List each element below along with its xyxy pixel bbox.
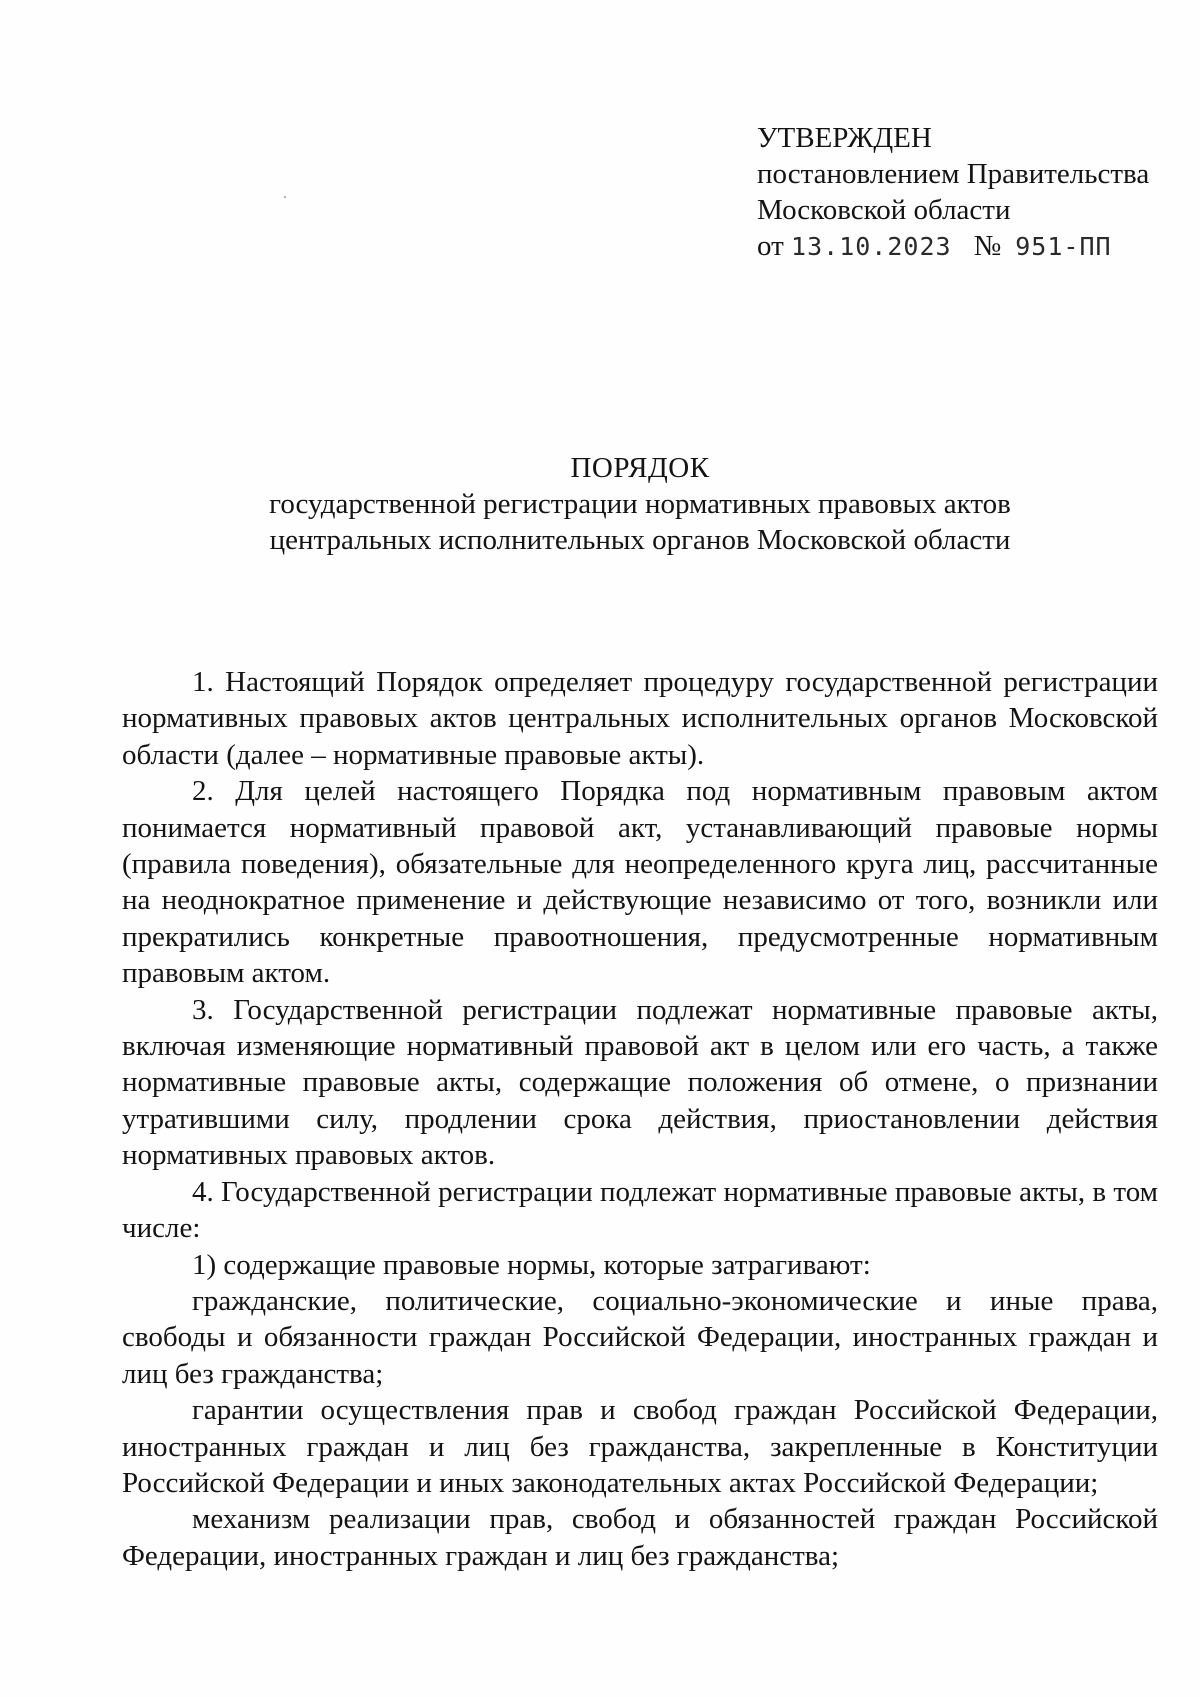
document-subtitle-line-2: центральных исполнительных органов Московской области xyxy=(269,524,1011,556)
approval-date: 13.10.2023 xyxy=(791,232,952,261)
paragraph-guarantees: гарантии осуществления прав и свобод граждан Российской Федерации, иностранных граждан и лиц без гражданства, закрепленные в Конституции Российской Федерации и иных законодательных актах Российской Федерации; xyxy=(122,1394,1158,1499)
approval-line-2: Московской области xyxy=(757,194,1011,226)
paragraph-4-item-1: 1) содержащие правовые нормы, которые затрагивают: xyxy=(192,1248,871,1281)
document-subtitle-line-1: государственной регистрации нормативных правовых актов xyxy=(269,488,1011,520)
paragraph-mechanism: механизм реализации прав, свобод и обязанностей граждан Российской Федерации, иностранных граждан и лиц без гражданства; xyxy=(122,1503,1158,1572)
approval-date-line xyxy=(757,228,1149,265)
approval-stamp xyxy=(757,120,1149,265)
document-title-block xyxy=(0,450,1200,558)
approval-number: 951-ПП xyxy=(1015,232,1112,261)
paragraph-3: 3. Государственной регистрации подлежат нормативные правовые акты, включая изменяющие нормативный правовой акт в целом или его часть, а также нормативные правовые акты, содержащие положения об отмене, о признании утратившими силу, продлении срока действия, приостановлении действия нормативных правовых актов. xyxy=(122,993,1158,1172)
approved-label: УТВЕРЖДЕН xyxy=(757,122,932,154)
scan-speck xyxy=(284,196,286,198)
approval-line-1: постановлением Правительства xyxy=(757,158,1150,190)
number-sign: № xyxy=(973,230,1002,262)
paragraph-2: 2. Для целей настоящего Порядка под нормативным правовым актом понимается нормативный правовой акт, устанавливающий правовые нормы (правила поведения), обязательные для неопределенного круга лиц, рассчитанные на неоднократное применение и действующие независимо от того, возникли или прекратились конкретные правоотношения, предусмотренные нормативным правовым актом. xyxy=(122,775,1158,990)
document-title: ПОРЯДОК xyxy=(570,452,710,484)
date-prefix: от xyxy=(757,230,784,262)
paragraph-rights: гражданские, политические, социально-экономические и иные права, свободы и обязанности граждан Российской Федерации, иностранных граждан и лиц без гражданства; xyxy=(122,1284,1158,1390)
paragraph-1: 1. Настоящий Порядок определяет процедуру государственной регистрации нормативных правовых актов центральных исполнительных органов Московской области (далее – нормативные правовые акты). xyxy=(122,666,1158,771)
document-body xyxy=(122,664,1158,1574)
paragraph-4: 4. Государственной регистрации подлежат нормативные правовые акты, в том числе: xyxy=(122,1175,1158,1245)
